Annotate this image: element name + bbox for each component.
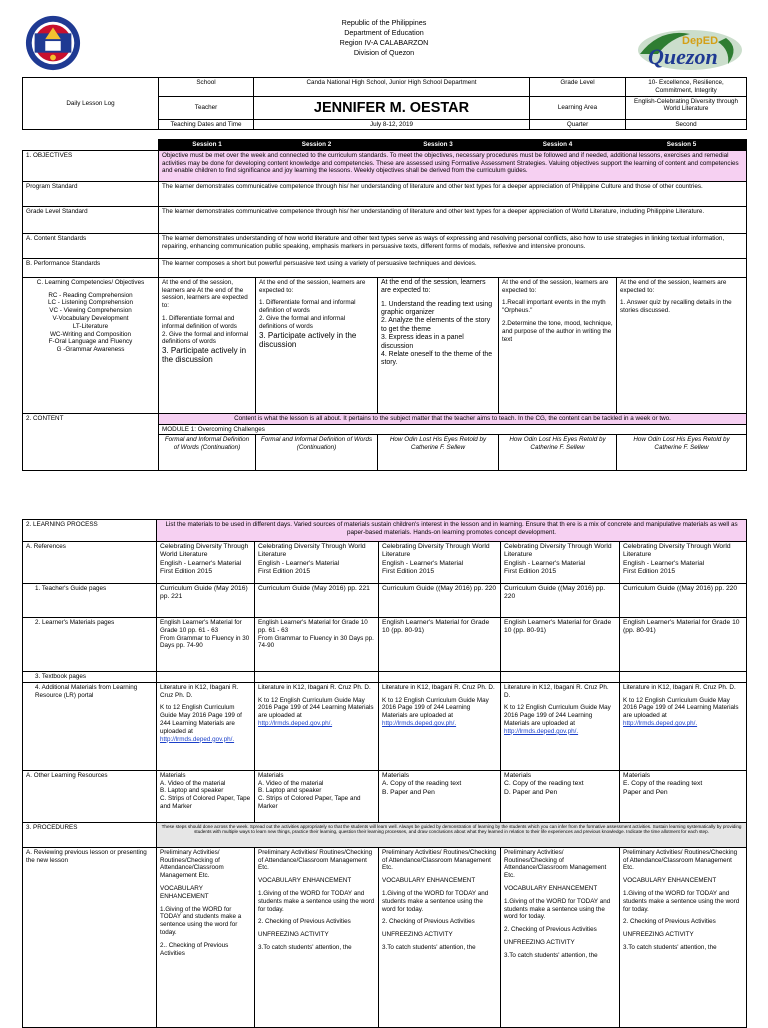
reviewing-label: A. Reviewing previous lesson or presenting the new lesson [23,847,157,1027]
learners-materials-cell: English Learner's Material for Grade 10 (pp. 80-91) [501,618,620,672]
competency-code: WC-Writing and Composition [49,330,132,338]
other-resources-cell: Materials E. Copy of the reading text Paper and Pen [620,770,747,822]
competency-code: LT-Literature [72,322,109,330]
additional-materials-cell: Literature in K12, Ibagani R. Cruz Ph. D. K to 12 English Curriculum Guide May 2016 Page 199 of 244 Learning Materials are uploaded at http://lrmds.deped.gov.ph/. [620,682,747,770]
school-value: Canda National High School, Junior High School Department [254,78,530,97]
competency-item: 2. Give the formal and informal definitions of words [259,314,346,330]
teachers-guide-cell: Curriculum Guide ((May 2016) pp. 220 [379,584,501,618]
header-line: Division of Quezon [353,48,415,57]
content-topic: How Odin Lost His Eyes Retold by Catherine F. Sellew [378,435,499,471]
lrmds-link[interactable]: http://lrmds.deped.gov.ph/. [623,719,698,727]
lesson-log-table-1 [22,77,747,130]
reviewing-cell: Preliminary Activities/ Routines/Checking of Attendance/Classroom Management Etc. VOCABULARY ENHANCEMENT 1.Giving of the WORD for TODAY and students make a sentence using the word for today. 2. Checking of Previous Activities UNFREEZING ACTIVITY 3.To catch students' attention, the [255,847,379,1027]
content-label: 2. CONTENT [23,413,159,471]
reference-cell: Celebrating Diversity Through World Literature English - Learner's Material First Edition 2015 [501,542,620,584]
references-label: A. References [23,542,157,584]
learners-materials-cell: English Learner's Material for Grade 10 (pp. 80-91) [379,618,501,672]
lrmds-link[interactable]: http://lrmds.deped.gov.ph/. [504,727,579,735]
competency-item: 4. Relate oneself to the theme of the story. [381,351,493,367]
textbook-pages-label: 3. Textbook pages [23,672,157,683]
learners-materials-cell: English Learner's Material for Grade 10 pp. 61 - 63 From Grammar to Fluency in 30 Days pp. 74-90 [157,618,255,672]
program-standard-text: The learner demonstrates communicative competence through his/ her understanding of literature and other text types for a deeper appreciation of Philippine Culture and those of other countries. [159,181,747,206]
content-topic: Formal and Informal Definition of Words (Continuation) [256,435,378,471]
grade-level-value: 10- Excellence, Resilience, Commitment, Integrity [626,78,747,97]
additional-materials-label: 4. Additional Materials from Learning Resource (LR) portal [23,682,157,770]
teaching-dates-label: Teaching Dates and Time [159,119,254,130]
competency-code: G -Grammar Awareness [56,346,125,354]
competency-item: 3. Participate actively in the discussion [162,346,247,365]
other-resources-label: A. Other Learning Resources [23,770,157,822]
competency-item: 1. Differentiate formal and informal definition of words [259,299,356,315]
procedures-text: These steps should done across the week. Spread out the activities appropriately so that the students will learn well. Always be guided by demonstration of learning by the students which you can infer from the formative assessment activities. Sustain learning systematically by providing students with multiple ways to learn new things, practice their learning, question their learning processes, and draw conclusions about what they learned in relation to their life experiences and previous knowledge. Indicate the time allotment for each step. [157,822,747,847]
learning-area-label: Learning Area [530,96,626,119]
additional-materials-cell: Literature in K12, Ibagani R. Cruz Ph. D. K to 12 English Curriculum Guide May 2016 Page 199 of 244 Learning Materials are uploaded at http://lrmds.deped.gov.ph/. [379,682,501,770]
competencies-cell [23,277,159,413]
competency-item: 2.Determine the tone, mood, technique, and purpose of the author in writing the text [502,319,613,343]
right-logo-bottom: Quezon [648,44,718,69]
reference-cell: Celebrating Diversity Through World Literature English - Learner's Material First Edition 2015 [157,542,255,584]
competency-item: 3. Express ideas in a panel discussion [381,334,464,350]
competency-intro: At the end of the session, learners are expected to: [259,278,366,294]
header-line: Department of Education [344,28,424,37]
competency-item: 1.Recall important events in the myth "Orpheus." [502,299,606,315]
lesson-log-table-2 [22,519,747,1028]
performance-standards-label: B. Performance Standards [23,258,159,277]
competency-item: 2. Analyze the elements of the story to get the theme [381,317,491,333]
competencies-label: C. Learning Competencies/ Objectives [36,278,145,286]
session-header: Session 1 [159,140,256,151]
competencies-session-2 [256,277,378,413]
session-header: Session 3 [378,140,499,151]
session-header: Session 4 [499,140,617,151]
learners-materials-cell: English Learner's Material for Grade 10 pp. 61 - 63 From Grammar to Fluency in 30 Days pp. 74-90 [255,618,379,672]
other-resources-cell: Materials A. Video of the material B. Laptop and speaker C. Strips of Colored Paper, Tape and Marker [157,770,255,822]
teachers-guide-cell: Curriculum Guide ((May 2016) pp. 220 [620,584,747,618]
competency-intro: At the end of the session, learners are expected to: [620,278,727,294]
content-standards-text: The learner demonstrates understanding of how world literature and other text types serve as ways of expressing and resolving personal conflicts, also how to use strategies in linking textual information, repairing, enhancing communication public speaking, emphasis markers in persuasive texts, different forms of modals, reflexive and intensive pronouns. [159,233,747,258]
header-line: Republic of the Philippines [341,18,427,27]
lesson-log-page-2 [0,519,768,1024]
competency-item: 1. Differentiate formal and informal definition of words [162,314,237,330]
reviewing-cell: Preliminary Activities/ Routines/Checking of Attendance/Classroom Management Etc. VOCABULARY ENHANCEMENT 1.Giving of the WORD for TODAY and students make a sentence using the word for today. 2. Checking of Previous Activities UNFREEZING ACTIVITY 3.To catch students' attention, the [501,847,620,1027]
right-logo-top: DepED [682,35,719,47]
daily-lesson-log-title: Daily Lesson Log [23,78,159,130]
competency-code: F-Oral Language and Fluency [48,338,133,346]
reviewing-cell: Preliminary Activities/ Routines/Checking of Attendance/Classroom Management Etc. VOCABULARY ENHANCEMENT 1.Giving of the WORD for TODAY and students make a sentence using the word for today. 2. Checking of Previous Activities UNFREEZING ACTIVITY 3.To catch students' attention, the [379,847,501,1027]
lesson-log-page-1 [0,0,768,496]
reviewing-cell: Preliminary Activities/ Routines/Checking of Attendance/Classroom Management Etc. VOCABULARY ENHANCEMENT 1.Giving of the WORD for TODAY and students make a sentence using the word for today. 2. Checking of Previous Activities UNFREEZING ACTIVITY 3.To catch students' attention, the [620,847,747,1027]
session-header: Session 2 [256,140,378,151]
learning-process-label: 2. LEARNING PROCESS [23,520,157,542]
lrmds-link[interactable]: http://lrmds.deped.gov.ph/. [258,719,333,727]
competency-intro: At the end of the session, learners are expected to: [381,278,486,295]
learning-area-value: English-Celebrating Diversity through World Literature [626,96,747,119]
objectives-label: 1. OBJECTIVES [23,150,159,181]
competency-code: RC - Reading Comprehension [48,291,133,299]
learners-materials-label: 2. Learner's Materials pages [23,618,157,672]
grade-standard-label: Grade Level Standard [23,206,159,233]
module-title: MODULE 1: Overcoming Challenges [159,424,747,435]
content-topic: Formal and Informal Definition of Words (Continuation) [159,435,256,471]
teachers-guide-label: 1. Teacher's Guide pages [23,584,157,618]
procedures-label: 3. PROCEDURES [23,822,157,847]
objectives-text: Objective must be met over the week and connected to the curriculum standards. To meet the objectives, necessary procedures must be followed and if needed, additional lessons, exercises and remedial activities may be done for developing content knowledge and competencies. These are assessed using Formative Assessment Strategies. Valuing objectives support the learning of content and competencies and enable children to find significance and joy learning the lessons. Weekly objectives shall be derived from the curriculum guides. [159,150,747,181]
teacher-name: JENNIFER M. OESTAR [254,96,530,119]
other-resources-cell: Materials C. Copy of the reading text D. Paper and Pen [501,770,620,822]
grade-standard-text: The learner demonstrates communicative competence through his/ her understanding of literature and other text types for a deeper appreciation of World Literature, including Philippine Literature. [159,206,747,233]
grade-level-label: Grade Level [530,78,626,97]
competencies-session-3 [378,277,499,413]
competency-item: 1. Answer quiz by recalling details in the stories discussed. [620,299,732,315]
content-topic: How Odin Lost His Eyes Retold by Catherine F. Sellew [617,435,747,471]
content-topic: How Odin Lost His Eyes Retold by Catherine F. Sellew [499,435,617,471]
reviewing-cell: Preliminary Activities/ Routines/Checking of Attendance/Classroom Management Etc. VOCABULARY ENHANCEMENT 1.Giving of the WORD for TODAY and students make a sentence using the word for today. 2.. Checking of Previous Activities [157,847,255,1027]
teaching-dates-value: July 8-12, 2019 [254,119,530,130]
quarter-value: Second [626,119,747,130]
competency-intro: At the end of the session, learners are At the end of the session, learners are expected to: [162,278,248,310]
header-line: Region IV-A CALABARZON [339,38,429,47]
program-standard-label: Program Standard [23,181,159,206]
competency-item: 1. Understand the reading text using graphic organizer [381,300,493,317]
teachers-guide-cell: Curriculum Guide (May 2016) pp. 221 [255,584,379,618]
competency-item: 3. Participate actively in the discussion [259,330,357,349]
learning-process-text: List the materials to be used in different days. Varied sources of materials sustain children's interest in the lesson and in learning. Ensure that th ere is a mix of concrete and manipulative materials as well as paper-based materials. Hands-on learning promotes concept development. [157,520,747,542]
lrmds-link[interactable]: http://lrmds.deped.gov.ph/. [160,735,235,743]
document-header [0,0,768,75]
teacher-label: Teacher [159,96,254,119]
reference-cell: Celebrating Diversity Through World Literature English - Learner's Material First Edition 2015 [379,542,501,584]
lrmds-link[interactable]: http://lrmds.deped.gov.ph/. [382,719,457,727]
learners-materials-cell: English Learner's Material for Grade 10 (pp. 80-91) [620,618,747,672]
teachers-guide-cell: Curriculum Guide (May 2016) pp. 221 [157,584,255,618]
additional-materials-cell: Literature in K12, Ibagani R. Cruz Ph. D. K to 12 English Curriculum Guide May 2016 Page 199 of 244 Learning Materials are uploaded at http://lrmds.deped.gov.ph/. [501,682,620,770]
competencies-session-5 [617,277,747,413]
competency-code: V-Vocabulary Development [52,314,129,322]
performance-standards-text: The learner composes a short but powerful persuasive text using a variety of persuasive techniques and devices. [159,258,747,277]
competency-item: 2. Give the formal and informal definitions of words [162,330,249,346]
quarter-label: Quarter [530,119,626,130]
other-resources-cell: Materials A. Video of the material B. Laptop and speaker C. Strips of Colored Paper, Tape and Marker [255,770,379,822]
session-header: Session 5 [617,140,747,151]
reference-cell: Celebrating Diversity Through World Literature English - Learner's Material First Edition 2015 [255,542,379,584]
competencies-session-4 [499,277,617,413]
additional-materials-cell: Literature in K12, Ibagani R. Cruz Ph. D. K to 12 English Curriculum Guide May 2016 Page 199 of 244 Learning Materials are uploaded at http://lrmds.deped.gov.ph/. [255,682,379,770]
teachers-guide-cell: Curriculum Guide ((May 2016) pp. 220 [501,584,620,618]
content-text: Content is what the lesson is all about. It pertains to the subject matter that the teacher aims to teach. In the CG, the content can be tackled in a week or two. [159,413,747,424]
other-resources-cell: Materials A. Copy of the reading text B. Paper and Pen [379,770,501,822]
competency-intro: At the end of the session, learners are expected to: [502,278,609,294]
competency-code: LC - Listening Comprehension [47,299,134,307]
competencies-session-1 [159,277,256,413]
reference-cell: Celebrating Diversity Through World Literature English - Learner's Material First Edition 2015 [620,542,747,584]
objectives-table [22,139,747,471]
additional-materials-cell: Literature in K12, Ibagani R. Cruz Ph. D. K to 12 English Curriculum Guide May 2016 Page 199 of 244 Learning Materials are uploaded at http://lrmds.deped.gov.ph/. [157,682,255,770]
competency-code: VC - Viewing Comprehension [49,307,132,315]
deped-quezon-logo-icon [630,24,744,72]
school-label: School [159,78,254,97]
content-standards-label: A. Content Standards [23,233,159,258]
